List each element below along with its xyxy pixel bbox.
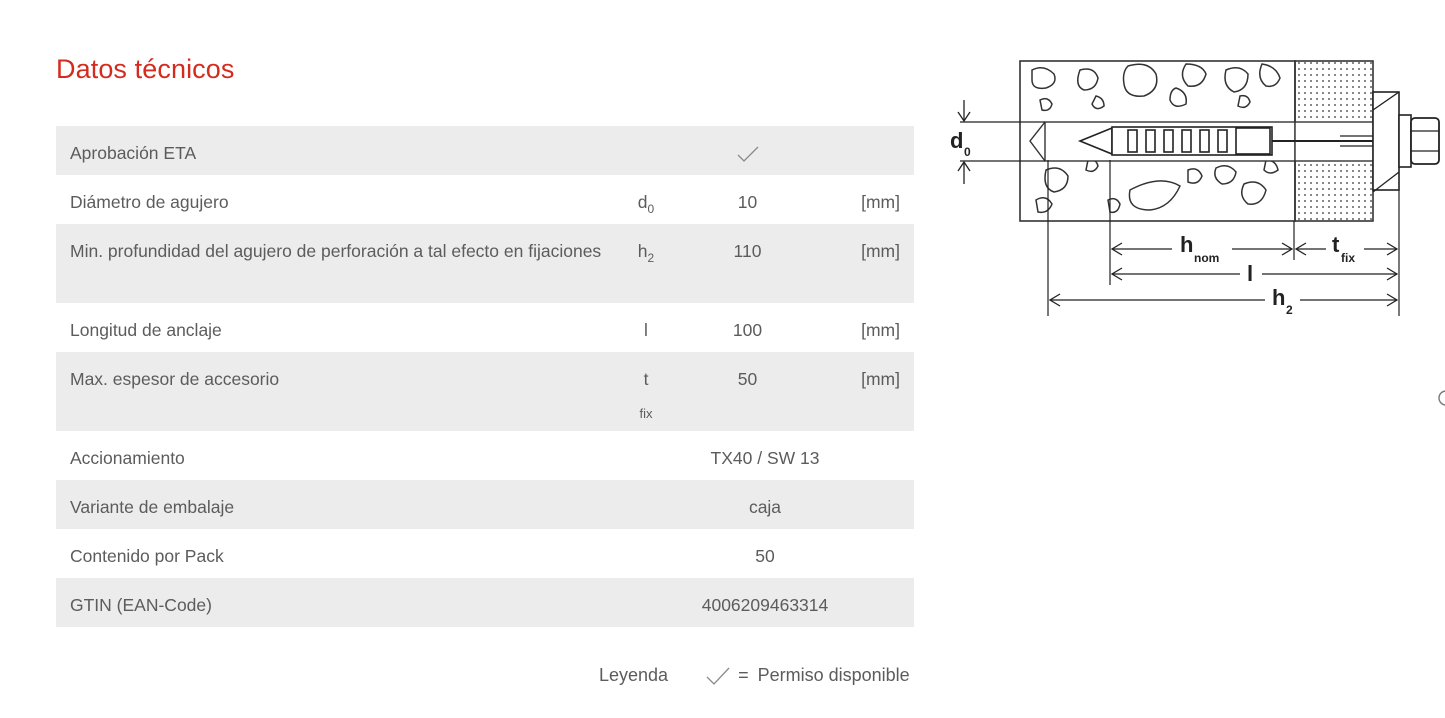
legend-label: Leyenda	[599, 665, 669, 685]
row-value: TX40 / SW 13	[710, 448, 820, 468]
row-unit: [mm]	[861, 369, 900, 389]
dimension-l-label: l	[1247, 261, 1254, 286]
row-value: 50	[737, 369, 758, 389]
legend-equals: =	[738, 665, 749, 685]
row-label: Min. profundidad del agujero de perforación a tal efecto en fijaciones	[70, 241, 602, 261]
row-symbol: l	[644, 320, 648, 340]
checkmark-icon	[706, 667, 730, 685]
row-label: Longitud de anclaje	[70, 320, 222, 340]
row-unit: [mm]	[861, 192, 900, 212]
table-row	[56, 578, 914, 627]
row-value: 10	[737, 192, 758, 212]
svg-text:0: 0	[964, 145, 971, 159]
svg-text:fix: fix	[1341, 251, 1356, 265]
legend	[599, 665, 910, 686]
table-row	[56, 126, 914, 175]
row-label: Variante de embalaje	[70, 497, 235, 517]
technical-data-table	[56, 126, 914, 627]
row-label: Diámetro de agujero	[70, 192, 229, 212]
row-value: 100	[732, 320, 763, 340]
row-symbol: t fix	[639, 369, 653, 421]
row-label: Accionamiento	[70, 448, 185, 468]
anchor-installation-diagram	[946, 56, 1445, 322]
dimension-d0-label: d	[950, 128, 964, 153]
table-row	[56, 480, 914, 529]
row-label: Aprobación ETA	[70, 143, 197, 163]
partial-circle-icon[interactable]	[1438, 388, 1445, 408]
row-unit: [mm]	[861, 241, 900, 261]
table-row	[56, 431, 914, 480]
table-row	[56, 175, 914, 224]
row-value	[676, 126, 819, 175]
checkmark-icon	[737, 146, 759, 162]
row-value: caja	[748, 497, 782, 517]
row-unit: [mm]	[861, 320, 900, 340]
dimension-h2-label: h	[1272, 285, 1286, 310]
row-label: GTIN (EAN-Code)	[70, 595, 212, 615]
row-label: Contenido por Pack	[70, 546, 224, 566]
row-symbol: $h_2$	[637, 241, 655, 265]
table-row	[56, 352, 914, 431]
svg-text:nom: nom	[1194, 251, 1220, 265]
row-value: 4006209463314	[701, 595, 829, 615]
row-symbol: $d_0$	[637, 192, 655, 216]
row-value: 50	[755, 546, 775, 566]
svg-text:2: 2	[1286, 303, 1293, 317]
table-row	[56, 529, 914, 578]
section-title: Datos técnicos	[56, 54, 235, 84]
legend-text: Permiso disponible	[757, 665, 910, 685]
row-value: 110	[733, 241, 762, 261]
table-row	[56, 303, 914, 352]
anchor-sleeve	[1080, 127, 1272, 155]
table-row	[56, 224, 914, 303]
row-label: Max. espesor de accesorio	[70, 369, 280, 389]
dimension-tfix-label: t	[1332, 232, 1340, 257]
dimension-hnom-label: h	[1180, 232, 1194, 257]
